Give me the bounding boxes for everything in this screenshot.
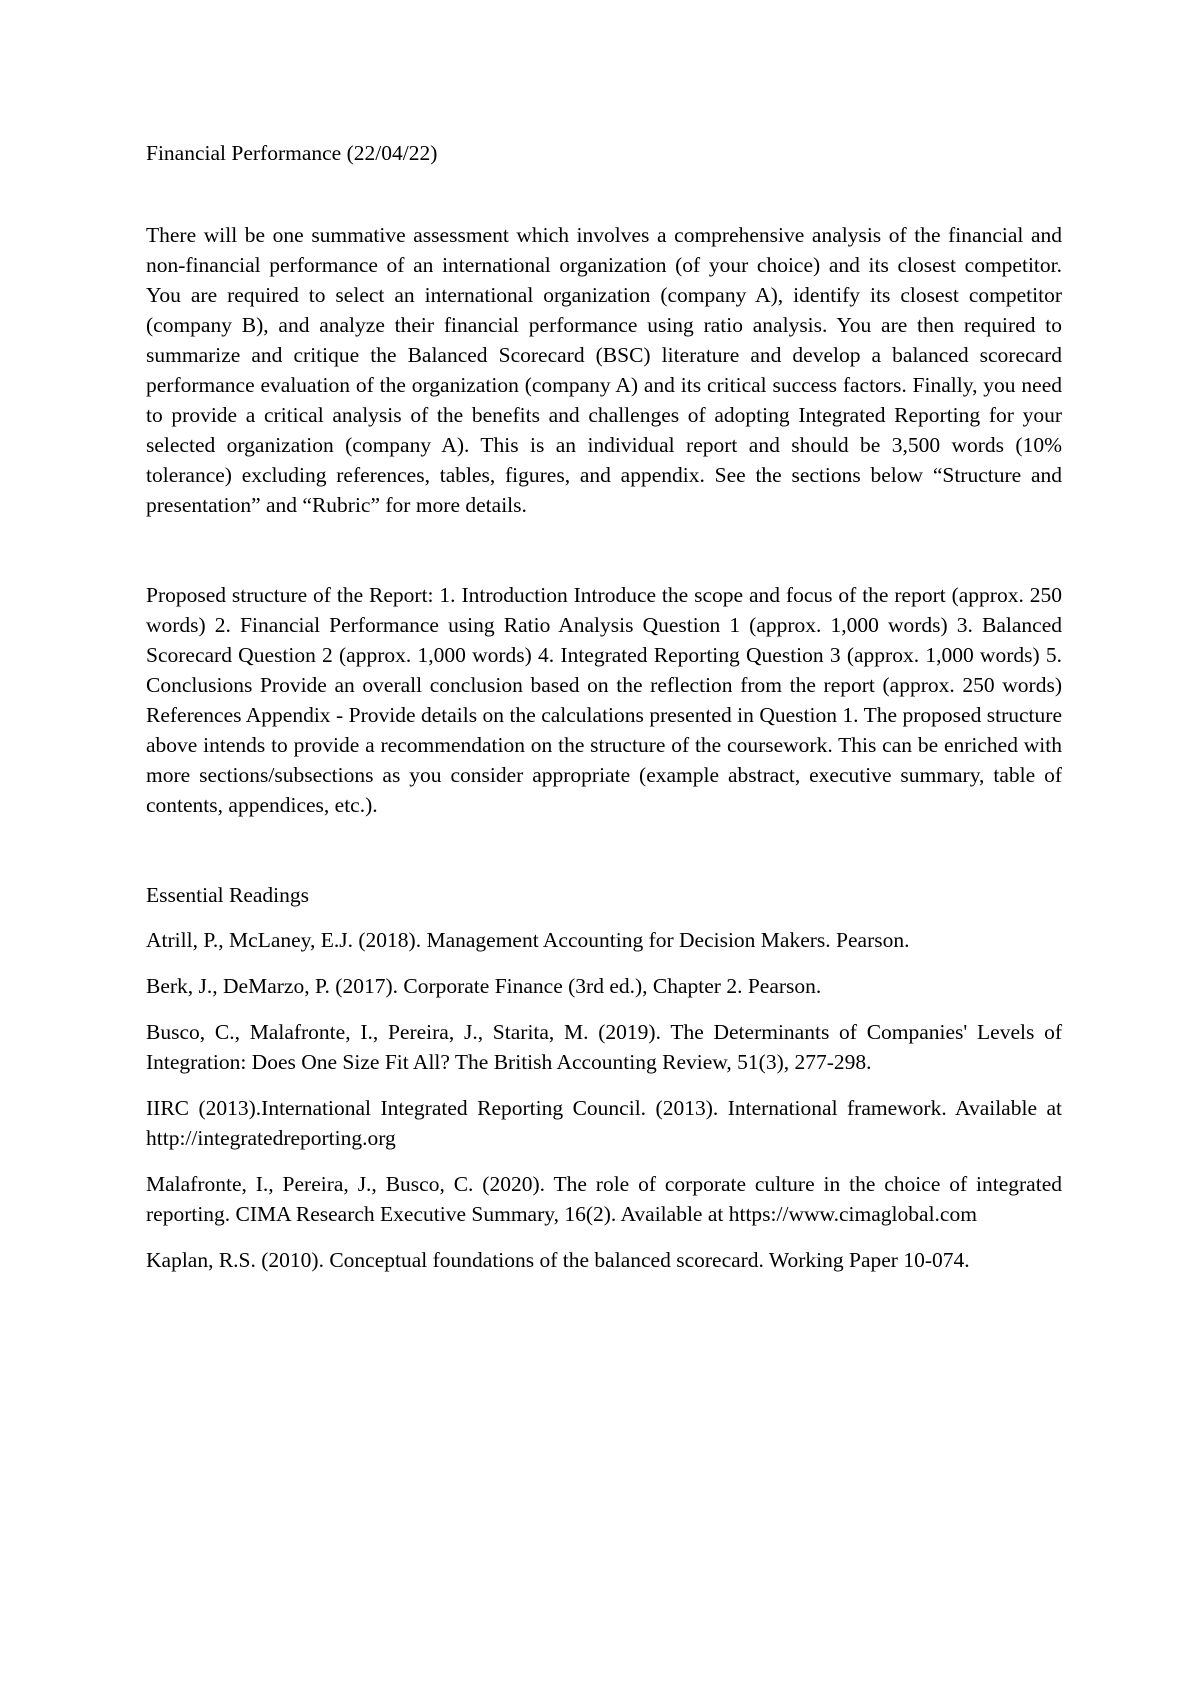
reference-item: Busco, C., Malafronte, I., Pereira, J., Starita, M. (2019). The Determinants of Companies' Levels of Integration: Does One Size Fit All? The British Accounting Review, 51(3), 277-298. [146, 1020, 1062, 1074]
reference-item: Kaplan, R.S. (2010). Conceptual foundations of the balanced scorecard. Working Paper 10-074. [146, 1248, 970, 1272]
reference-item: IIRC (2013).International Integrated Reporting Council. (2013). International framework. Available at http://integratedreporting.org [146, 1096, 1062, 1150]
report-structure: Proposed structure of the Report: 1. Introduction Introduce the scope and focus of the report (approx. 250 words) 2. Financial Performance using Ratio Analysis Question 1 (approx. 1,000 words) 3. Balanced Scorecard Question 2 (approx. 1,000 words) 4. Integrated Reporting Question 3 (approx. 1,000 words) 5. Conclusions Provide an overall conclusion based on the reflection from the report (approx. 250 words) References Appendix - Provide details on the calculations presented in Question 1. The proposed structure above intends to provide a recommendation on the structure of the coursework. This can be enriched with more sections/subsections as you consider appropriate (example abstract, executive summary, table of contents, appendices, etc.). [146, 583, 1062, 817]
reference-item: Atrill, P., McLaney, E.J. (2018). Management Accounting for Decision Makers. Pearson. [146, 928, 910, 952]
reference-list [146, 925, 1062, 1275]
essential-readings-heading: Essential Readings [146, 883, 310, 907]
document-title: Financial Performance (22/04/22) [146, 141, 438, 165]
document-page [146, 138, 1062, 1291]
reference-item: Malafronte, I., Pereira, J., Busco, C. (2020). The role of corporate culture in the choice of integrated reporting. CIMA Research Executive Summary, 16(2). Available at https://www.cimaglobal.com [146, 1172, 1062, 1226]
reference-item: Berk, J., DeMarzo, P. (2017). Corporate Finance (3rd ed.), Chapter 2. Pearson. [146, 974, 822, 998]
assessment-description: There will be one summative assessment which involves a comprehensive analysis of the financial and non-financial performance of an international organization (of your choice) and its closest competitor. You are required to select an international organization (company A), identify its closest competitor (company B), and analyze their financial performance using ratio analysis. You are then required to summarize and critique the Balanced Scorecard (BSC) literature and develop a balanced scorecard performance evaluation of the organization (company A) and its critical success factors. Finally, you need to provide a critical analysis of the benefits and challenges of adopting Integrated Reporting for your selected organization (company A). This is an individual report and should be 3,500 words (10% tolerance) excluding references, tables, figures, and appendix. See the sections below “Structure and presentation” and “Rubric” for more details. [146, 223, 1062, 517]
